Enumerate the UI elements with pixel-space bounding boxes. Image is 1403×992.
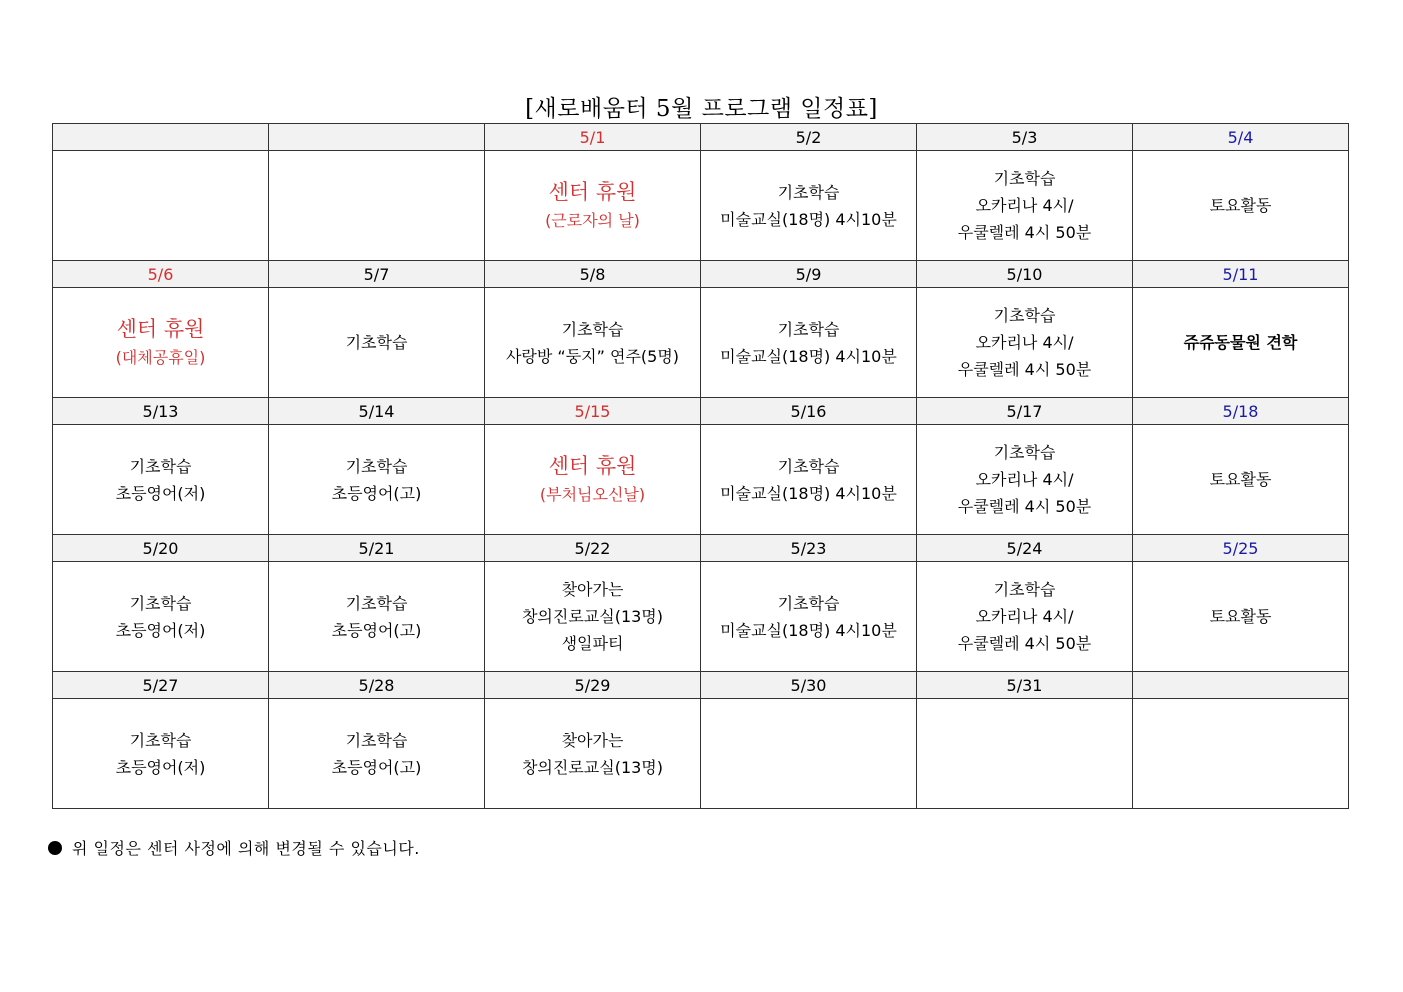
date-cell <box>53 124 269 151</box>
schedule-cell <box>1133 151 1349 261</box>
date-row <box>53 124 1349 151</box>
schedule-cell <box>701 151 917 261</box>
date-cell: 5/7 <box>269 261 485 288</box>
content-row <box>53 699 1349 809</box>
date-cell: 5/22 <box>485 535 701 562</box>
activity-line: 초등영어(저) <box>115 620 206 640</box>
schedule-cell <box>701 562 917 672</box>
activity-line: 기초학습 <box>993 306 1056 325</box>
schedule-cell <box>917 151 1133 261</box>
schedule-table <box>52 123 1349 809</box>
activity-line: 우쿨렐레 4시 50분 <box>957 223 1092 242</box>
date-row <box>53 398 1349 425</box>
schedule-cell <box>485 425 701 535</box>
activity-line: 기초학습 <box>777 456 840 476</box>
activity-line: 창의진로교실(13명) <box>521 757 664 777</box>
activity-line: 기초학습 <box>993 169 1056 188</box>
activity-line: 초등영어(저) <box>115 483 206 503</box>
activity-line: 초등영어(고) <box>331 483 422 503</box>
activity-line: 미술교실(18명) 4시10분 <box>720 620 897 640</box>
date-cell <box>269 124 485 151</box>
holiday-title: 센터 휴원 <box>116 317 205 341</box>
date-cell: 5/20 <box>53 535 269 562</box>
activity-line: 초등영어(저) <box>115 757 206 777</box>
schedule-cell <box>917 699 1133 809</box>
holiday-reason: (대체공휴일) <box>115 348 206 367</box>
bullet-icon <box>48 841 62 855</box>
schedule-cell <box>485 151 701 261</box>
schedule-cell <box>701 699 917 809</box>
date-cell: 5/16 <box>701 398 917 425</box>
schedule-cell <box>53 425 269 535</box>
activity-line: 기초학습 <box>345 730 408 750</box>
activity-line: 우쿨렐레 4시 50분 <box>957 360 1092 379</box>
activity-line: 토요활동 <box>1209 607 1272 626</box>
activity-line: 오카리나 4시/ <box>975 196 1074 215</box>
date-cell: 5/24 <box>917 535 1133 562</box>
activity-line: 초등영어(고) <box>331 620 422 640</box>
date-cell: 5/15 <box>485 398 701 425</box>
schedule-cell <box>269 425 485 535</box>
page-title: [새로배움터 5월 프로그램 일정표] <box>525 96 878 122</box>
activity-line: 찾아가는 <box>561 580 624 599</box>
activity-line: 우쿨렐레 4시 50분 <box>957 497 1092 516</box>
activity-line: 미술교실(18명) 4시10분 <box>720 483 897 503</box>
activity-line: 오카리나 4시/ <box>975 333 1074 352</box>
date-cell: 5/2 <box>701 124 917 151</box>
date-row <box>53 672 1349 699</box>
date-cell: 5/21 <box>269 535 485 562</box>
activity-line: 기초학습 <box>777 593 840 613</box>
activity-line: 기초학습 <box>345 333 408 352</box>
activity-line: 기초학습 <box>561 319 624 339</box>
date-cell: 5/25 <box>1133 535 1349 562</box>
schedule-cell <box>485 699 701 809</box>
activity-line: 오카리나 4시/ <box>975 470 1074 489</box>
date-cell: 5/8 <box>485 261 701 288</box>
note-text: 위 일정은 센터 사정에 의해 변경될 수 있습니다. <box>72 839 420 858</box>
schedule-cell <box>269 562 485 672</box>
content-row <box>53 288 1349 398</box>
date-cell: 5/10 <box>917 261 1133 288</box>
holiday-title: 센터 휴원 <box>548 180 637 204</box>
date-cell: 5/6 <box>53 261 269 288</box>
holiday-reason: (부처님오신날) <box>539 485 646 504</box>
date-cell: 5/9 <box>701 261 917 288</box>
activity-line: 토요활동 <box>1209 196 1272 215</box>
date-cell: 5/14 <box>269 398 485 425</box>
date-cell: 5/4 <box>1133 124 1349 151</box>
activity-line: 기초학습 <box>345 456 408 476</box>
activity-line: 오카리나 4시/ <box>975 607 1074 626</box>
date-cell: 5/11 <box>1133 261 1349 288</box>
schedule-cell <box>53 699 269 809</box>
schedule-cell <box>701 425 917 535</box>
schedule-note <box>48 836 420 859</box>
date-cell: 5/23 <box>701 535 917 562</box>
date-row <box>53 535 1349 562</box>
schedule-cell <box>917 425 1133 535</box>
activity-line: 미술교실(18명) 4시10분 <box>720 346 897 366</box>
date-cell: 5/29 <box>485 672 701 699</box>
activity-line: 창의진로교실(13명) <box>521 607 664 626</box>
schedule-cell <box>1133 699 1349 809</box>
schedule-cell <box>1133 288 1349 398</box>
activity-line: 기초학습 <box>777 319 840 339</box>
activity-line: 쥬쥬동물원 견학 <box>1183 333 1298 352</box>
activity-line: 기초학습 <box>129 730 192 750</box>
content-row <box>53 562 1349 672</box>
date-cell: 5/18 <box>1133 398 1349 425</box>
activity-line: 생일파티 <box>561 634 624 653</box>
activity-line: 미술교실(18명) 4시10분 <box>720 209 897 229</box>
date-cell: 5/13 <box>53 398 269 425</box>
date-cell: 5/28 <box>269 672 485 699</box>
activity-line: 우쿨렐레 4시 50분 <box>957 634 1092 653</box>
activity-line: 기초학습 <box>129 456 192 476</box>
holiday-title: 센터 휴원 <box>548 454 637 478</box>
schedule-cell <box>269 288 485 398</box>
activity-line: 찾아가는 <box>561 730 624 750</box>
activity-line: 초등영어(고) <box>331 757 422 777</box>
activity-line: 기초학습 <box>345 593 408 613</box>
activity-line: 기초학습 <box>993 580 1056 599</box>
date-cell <box>1133 672 1349 699</box>
schedule-cell <box>53 562 269 672</box>
content-row <box>53 425 1349 535</box>
schedule-cell <box>485 562 701 672</box>
date-cell: 5/30 <box>701 672 917 699</box>
schedule-cell <box>701 288 917 398</box>
content-row <box>53 151 1349 261</box>
activity-line: 기초학습 <box>993 443 1056 462</box>
activity-line: 사랑방 “둥지” 연주(5명) <box>505 346 680 366</box>
date-row <box>53 261 1349 288</box>
activity-line: 토요활동 <box>1209 470 1272 489</box>
activity-line: 기초학습 <box>777 182 840 202</box>
schedule-cell <box>917 562 1133 672</box>
schedule-cell <box>53 288 269 398</box>
date-cell: 5/1 <box>485 124 701 151</box>
date-cell: 5/17 <box>917 398 1133 425</box>
schedule-cell <box>1133 425 1349 535</box>
date-cell: 5/27 <box>53 672 269 699</box>
activity-line: 기초학습 <box>129 593 192 613</box>
holiday-reason: (근로자의 날) <box>545 211 640 230</box>
schedule-cell <box>485 288 701 398</box>
date-cell: 5/3 <box>917 124 1133 151</box>
schedule-cell <box>269 699 485 809</box>
schedule-cell <box>269 151 485 261</box>
schedule-cell <box>917 288 1133 398</box>
schedule-cell <box>1133 562 1349 672</box>
date-cell: 5/31 <box>917 672 1133 699</box>
schedule-cell <box>53 151 269 261</box>
